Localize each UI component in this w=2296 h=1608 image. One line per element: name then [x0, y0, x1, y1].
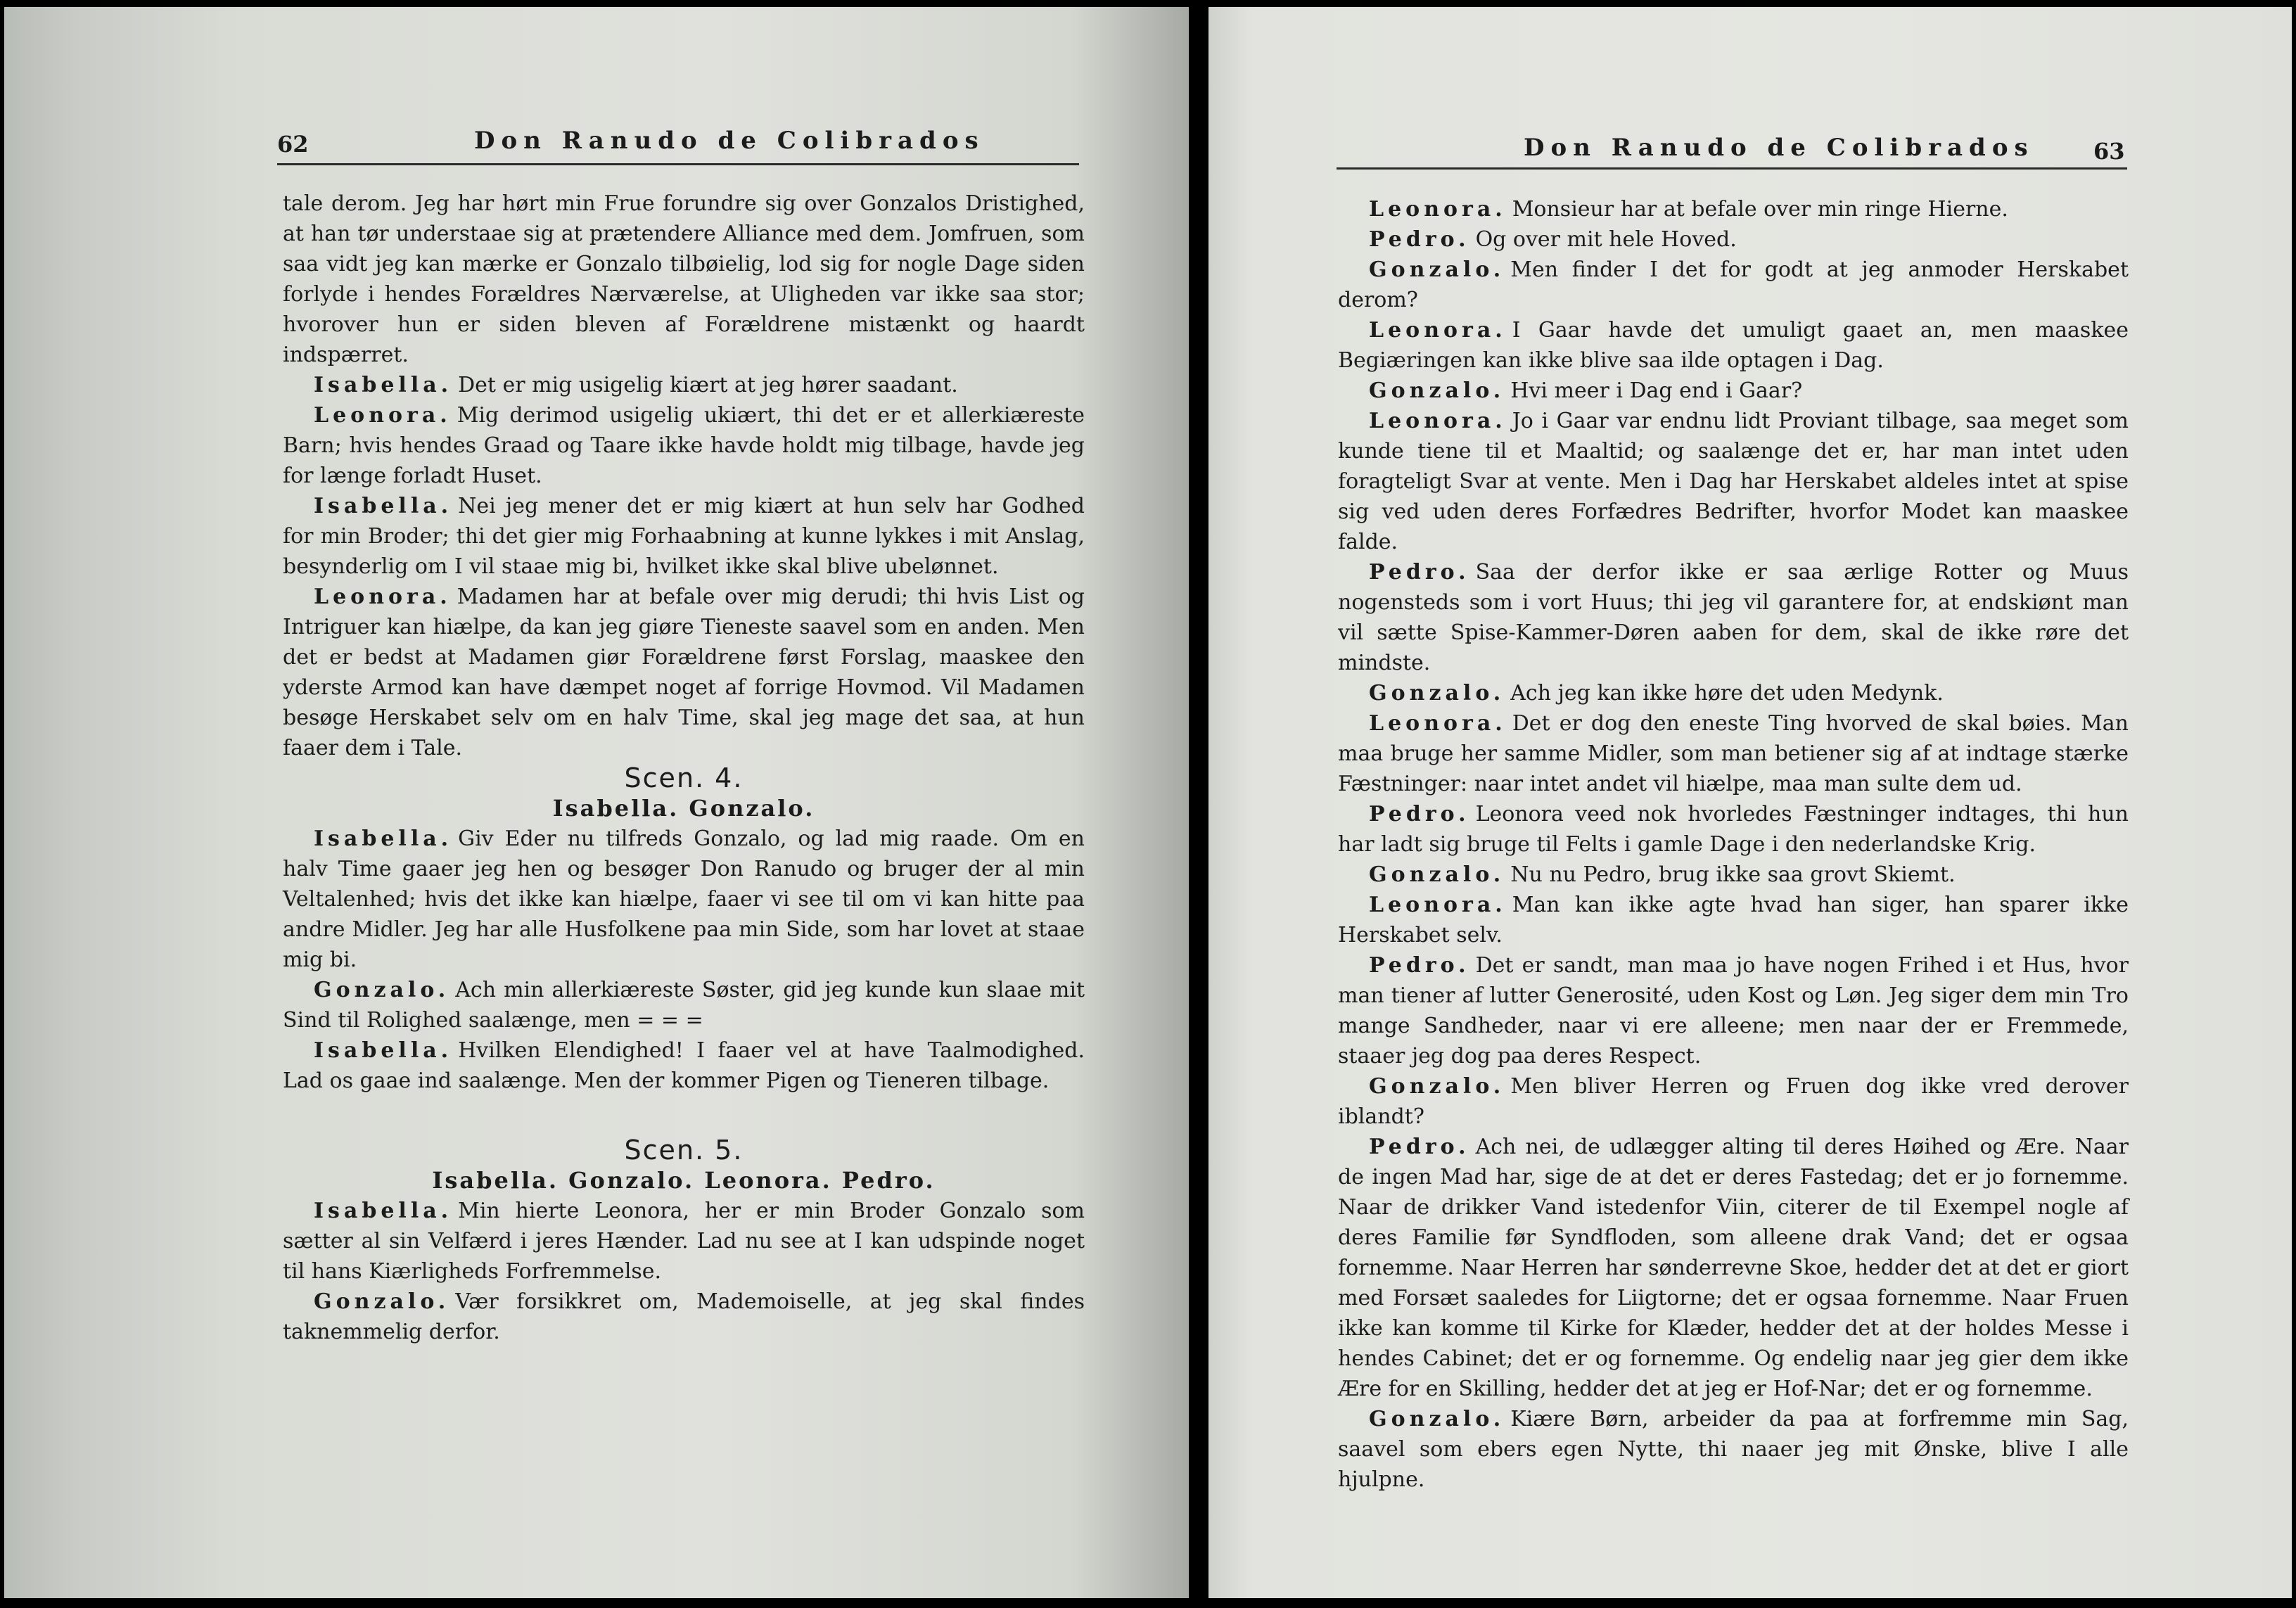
paragraph [1338, 315, 2129, 376]
speaker-name: Gonzalo. [1369, 1074, 1505, 1099]
speaker-name: Isabella. [314, 373, 453, 397]
speaker-name: Gonzalo. [1369, 378, 1505, 403]
paragraph [1338, 255, 2129, 315]
paragraph-text: Mig derimod usigelig ukiært, thi det er et allerkiæreste Barn; hvis hendes Graad og Taare ikke havde holdt mig tilbage, havde jeg for længe forladt Huset. [283, 403, 1085, 488]
speaker-name: Gonzalo. [1369, 257, 1505, 282]
paragraph-text: Nei jeg mener det er mig kiært at hun selv har Godhed for min Broder; thi det gier mig Forhaabning at kunne lykkes i mit Anslag, besynderlig om I vil staae mig bi, hvilket ikke skal blive ubelønnet. [283, 494, 1085, 579]
paragraph [1338, 224, 2129, 255]
paragraph [283, 824, 1085, 975]
speaker-name: Pedro. [1369, 560, 1470, 585]
paragraph-text: Men bliver Herren og Fruen dog ikke vred derover iblandt? [1338, 1074, 2129, 1129]
paragraph-text: Giv Eder nu tilfreds Gonzalo, og lad mig raade. Om en halv Time gaaer jeg hen og besøger Don Ranudo og bruger der al min Veltalenhed; hvis det ikke kan hiælpe, faaer vi see til om vi kan hitte paa andre Midler. Jeg har alle Husfolkene paa min Side, som har lovet at staae mig bi. [283, 827, 1085, 972]
speaker-name: Leonora. [1369, 318, 1507, 343]
paragraph-text: Vær forsikkret om, Mademoiselle, at jeg skal findes taknemmelig derfor. [283, 1289, 1085, 1344]
paragraph [1338, 557, 2129, 678]
paragraph [283, 582, 1085, 763]
speaker-name: Isabella. [314, 494, 453, 518]
paragraph [1338, 678, 2129, 708]
left-text-block [283, 189, 1085, 1347]
speaker-name: Gonzalo. [1369, 1407, 1505, 1431]
paragraph-text: Nu nu Pedro, brug ikke saa grovt Skiemt. [1510, 862, 1956, 887]
paragraph [1338, 194, 2129, 224]
paragraph-text: I Gaar havde det umuligt gaaet an, men maaskee Begiæringen kan ikke blive saa ilde optagen i Dag. [1338, 318, 2129, 373]
scene-4-cast: Isabella. Gonzalo. [552, 795, 815, 822]
header-rule [277, 163, 1079, 165]
page-number: 63 [2093, 138, 2125, 165]
paragraph-text: Ach min allerkiæreste Søster, gid jeg kunde kun slaae mit Sind til Rolighed saalænge, men = = = [283, 978, 1085, 1033]
speaker-name: Isabella. [314, 1038, 453, 1063]
paragraph-text: Ach jeg kan ikke høre det uden Medynk. [1510, 681, 1944, 706]
paragraph [1338, 376, 2129, 406]
left-page [4, 7, 1189, 1598]
running-head: Don Ranudo de Colibrados [474, 127, 985, 155]
paragraph [283, 189, 1085, 370]
scene-5-title: Scen. 5. [624, 1135, 744, 1166]
running-head: Don Ranudo de Colibrados [1524, 134, 2034, 162]
paragraph-text: Men finder I det for godt at jeg anmoder Herskabet derom? [1338, 257, 2129, 312]
paragraph [283, 1196, 1085, 1287]
paragraph-text: Kiære Børn, arbeider da paa at forfremme min Sag, saavel som ebers egen Nytte, thi naaer jeg mit Ønske, blive I alle hjulpne. [1338, 1407, 2129, 1492]
speaker-name: Leonora. [1369, 893, 1507, 917]
paragraph-text: Monsieur har at befale over min ringe Hierne. [1512, 197, 2008, 222]
scene-5-cast: Isabella. Gonzalo. Leonora. Pedro. [432, 1167, 936, 1194]
right-page [1208, 7, 2292, 1598]
paragraph [1338, 708, 2129, 799]
paragraph [283, 975, 1085, 1035]
paragraph-text: Det er sandt, man maa jo have nogen Frihed i et Hus, hvor man tiener af lutter Generosité, uden Kost og Løn. Jeg siger dem min Tro mange Sandheder, naar vi ere alleene; men naar der er Fremmede, staaer jeg dog paa deres Respect. [1338, 953, 2129, 1068]
paragraph-text: Saa der derfor ikke er saa ærlige Rotter og Muus nogensteds som i vort Huus; thi jeg vil garantere for, at endskiønt man vil sætte Spise-Kammer-Døren aaben for dem, skal de ikke røre det mindste. [1338, 560, 2129, 675]
paragraph [283, 491, 1085, 582]
paragraph-text: Hvilken Elendighed! I faaer vel at have Taalmodighed. Lad os gaae ind saalænge. Men der kommer Pigen og Tieneren tilbage. [283, 1038, 1085, 1093]
paragraph [1338, 1071, 2129, 1132]
right-text-block [1338, 194, 2129, 1495]
scene-4-title: Scen. 4. [624, 762, 744, 793]
speaker-name: Leonora. [314, 403, 452, 428]
speaker-name: Pedro. [1369, 953, 1470, 978]
paragraph-text: tale derom. Jeg har hørt min Frue forundre sig over Gonzalos Dristighed, at han tør understaae sig at prætendere Alliance med dem. Jomfruen, som saa vidt jeg kan mærke er Gonzalo tilbøielig, lod sig for nogle Dage siden forlyde i hendes Forældres Nærværelse, at Uligheden var ikke saa stor; hvorover hun er siden bleven af Forældrene mistænkt og haardt indspærret. [283, 191, 1085, 367]
speaker-name: Pedro. [1369, 1135, 1470, 1159]
speaker-name: Leonora. [314, 585, 452, 609]
header-rule [1337, 167, 2127, 170]
paragraph-text: Jo i Gaar var endnu lidt Proviant tilbage, saa meget som kunde tiene til et Maaltid; og saalænge det er, har man intet uden foragteligt Svar at vente. Men i Dag har Herskabet aldeles intet at spise sig ved uden deres Forfædres Bedrifter, hvorfor Modet kan maaskee falde. [1338, 409, 2129, 554]
paragraph [283, 1035, 1085, 1096]
paragraph-text: Hvi meer i Dag end i Gaar? [1510, 378, 1803, 403]
speaker-name: Leonora. [1369, 409, 1507, 433]
paragraph [1338, 950, 2129, 1071]
paragraph-text: Det er dog den eneste Ting hvorved de skal bøies. Man maa bruge her samme Midler, som man betiener sig af at indtage stærke Fæstninger: naar intet andet vil hiælpe, maa man sulte dem ud. [1338, 711, 2129, 796]
speaker-name: Leonora. [1369, 711, 1507, 736]
speaker-name: Leonora. [1369, 197, 1507, 222]
paragraph [283, 1287, 1085, 1347]
paragraph-text: Man kan ikke agte hvad han siger, han sparer ikke Herskabet selv. [1338, 893, 2129, 947]
paragraph-text: Ach nei, de udlægger alting til deres Høihed og Ære. Naar de ingen Mad har, sige de at det er deres Fastedag; det er jo fornemme. Naar de drikker Vand istedenfor Viin, citerer de til Exempel nogle af deres Familie før Syndfloden, som alleene drak Vand; det er ogsaa fornemme. Naar Herren har sønderrevne Skoe, hedder det at det er giort med Forsæt saaledes for Liigtorne; det er ogsaa fornemme. Naar Fruen ikke kan komme til Kirke for Klæder, hedder det at der holdes Messe i hendes Cabinet; det er og fornemme. Og endelig naar jeg gier dem ikke Ære for en Skilling, hedder det at jeg er Hof-Nar; det er og fornemme. [1338, 1135, 2129, 1401]
paragraph-text: Min hierte Leonora, her er min Broder Gonzalo som sætter al sin Velfærd i jeres Hænder. Lad nu see at I kan udspinde noget til hans Kiærligheds Forfremmelse. [283, 1199, 1085, 1284]
speaker-name: Pedro. [1369, 802, 1470, 827]
paragraph-text: Leonora veed nok hvorledes Fæstninger indtages, thi hun har ladt sig bruge til Felts i gamle Dage i den nederlandske Krig. [1338, 802, 2129, 857]
paragraph [1338, 1404, 2129, 1495]
paragraph-text: Madamen har at befale over mig derudi; thi hvis List og Intriguer kan hiælpe, da kan jeg giøre Tieneste saavel som en anden. Men det er bedst at Madamen giør Forældrene først Forslag, maaskee den yderste Armod kan have dæmpet noget af forrige Hovmod. Vil Madamen besøge Herskabet selv om en halv Time, skal jeg mage det saa, at hun faaer dem i Tale. [283, 585, 1085, 760]
speaker-name: Gonzalo. [1369, 681, 1505, 706]
speaker-name: Gonzalo. [1369, 862, 1505, 887]
paragraph-text: Og over mit hele Hoved. [1475, 227, 1737, 252]
book-gutter [1189, 0, 1208, 1608]
speaker-name: Isabella. [314, 827, 453, 851]
paragraph [283, 370, 1085, 400]
paragraph [1338, 890, 2129, 950]
speaker-name: Pedro. [1369, 227, 1470, 252]
paragraph [1338, 799, 2129, 860]
paragraph [283, 400, 1085, 491]
speaker-name: Gonzalo. [314, 978, 450, 1002]
paragraph [1338, 406, 2129, 557]
paragraph [1338, 860, 2129, 890]
paragraph-text: Det er mig usigelig kiært at jeg hører saadant. [458, 373, 958, 397]
paragraph [1338, 1132, 2129, 1404]
page-number: 62 [277, 131, 309, 158]
speaker-name: Isabella. [314, 1199, 453, 1223]
speaker-name: Gonzalo. [314, 1289, 450, 1314]
